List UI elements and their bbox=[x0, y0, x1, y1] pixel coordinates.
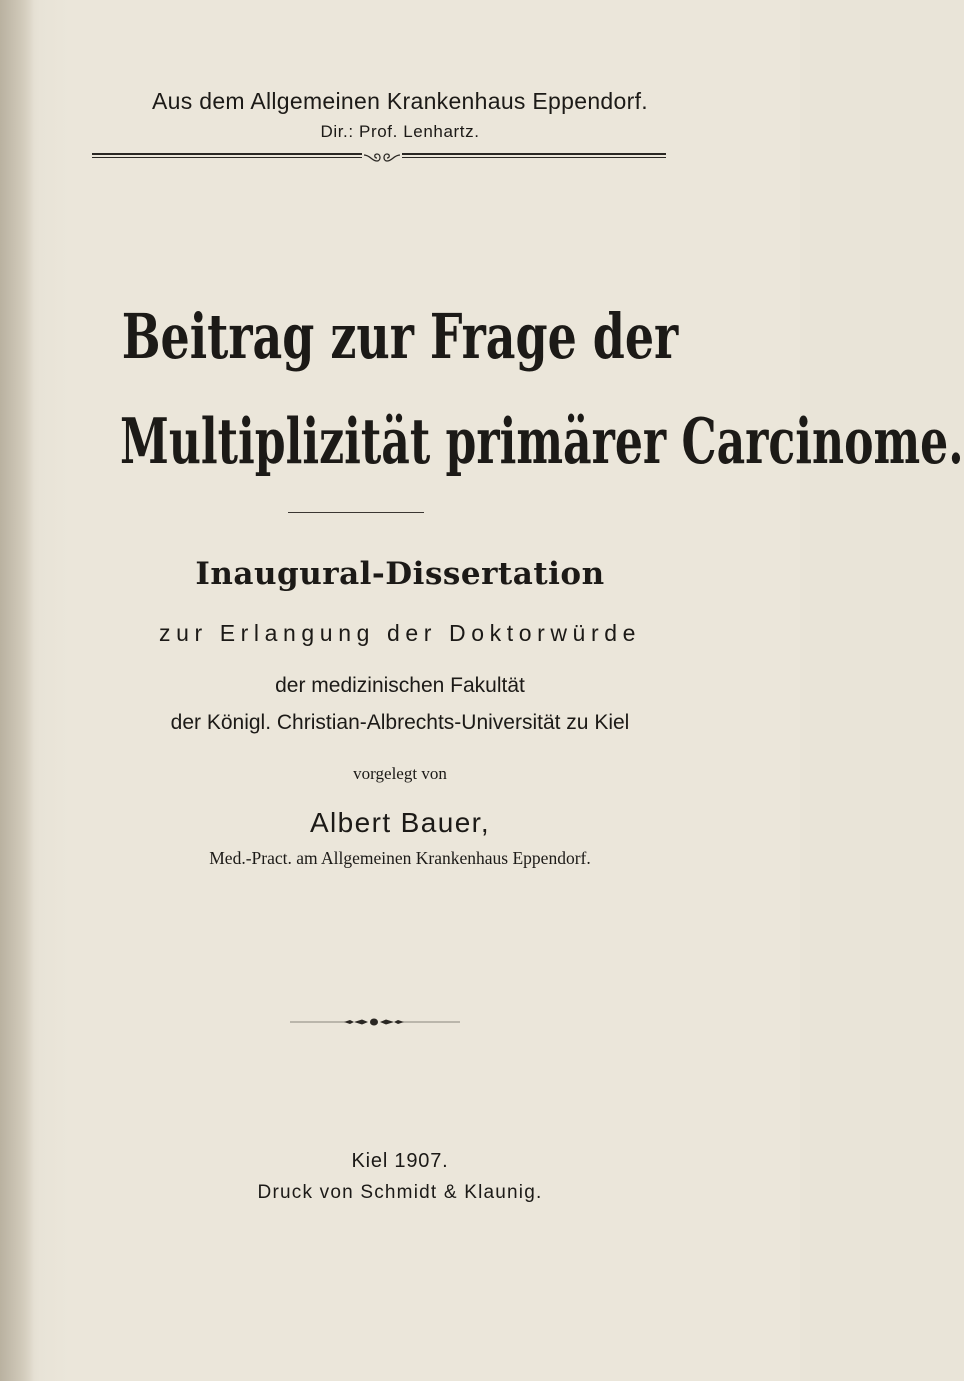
institution-heading: Aus dem Allgemeinen Krankenhaus Eppendorf. bbox=[152, 88, 648, 114]
university-line: der Königl. Christian-Albrechts-Universität zu Kiel bbox=[170, 711, 630, 734]
printer-line: Druck von Schmidt & Klaunig. bbox=[257, 1182, 543, 1203]
title-divider bbox=[288, 512, 424, 513]
header-ornament-icon bbox=[362, 149, 402, 167]
director-line: Dir.: Prof. Lenhartz. bbox=[320, 122, 480, 141]
faculty-line: der medizinischen Fakultät bbox=[275, 674, 525, 697]
title-line-1: Beitrag zur Frage der bbox=[121, 300, 679, 373]
divider-ornament-icon bbox=[290, 1016, 460, 1028]
purpose-line: zur Erlangung der Doktorwürde bbox=[158, 620, 641, 646]
author-position: Med.-Pract. am Allgemeinen Krankenhaus Eppendorf. bbox=[209, 848, 591, 868]
title-line-2: Multiplizität primärer Carcinome. bbox=[120, 404, 964, 478]
place-year: Kiel 1907. bbox=[351, 1150, 449, 1172]
author-name: Albert Bauer, bbox=[309, 807, 491, 838]
submitted-by-label: vorgelegt von bbox=[353, 764, 447, 783]
dissertation-type: Inaugural-Dissertation bbox=[195, 556, 605, 592]
